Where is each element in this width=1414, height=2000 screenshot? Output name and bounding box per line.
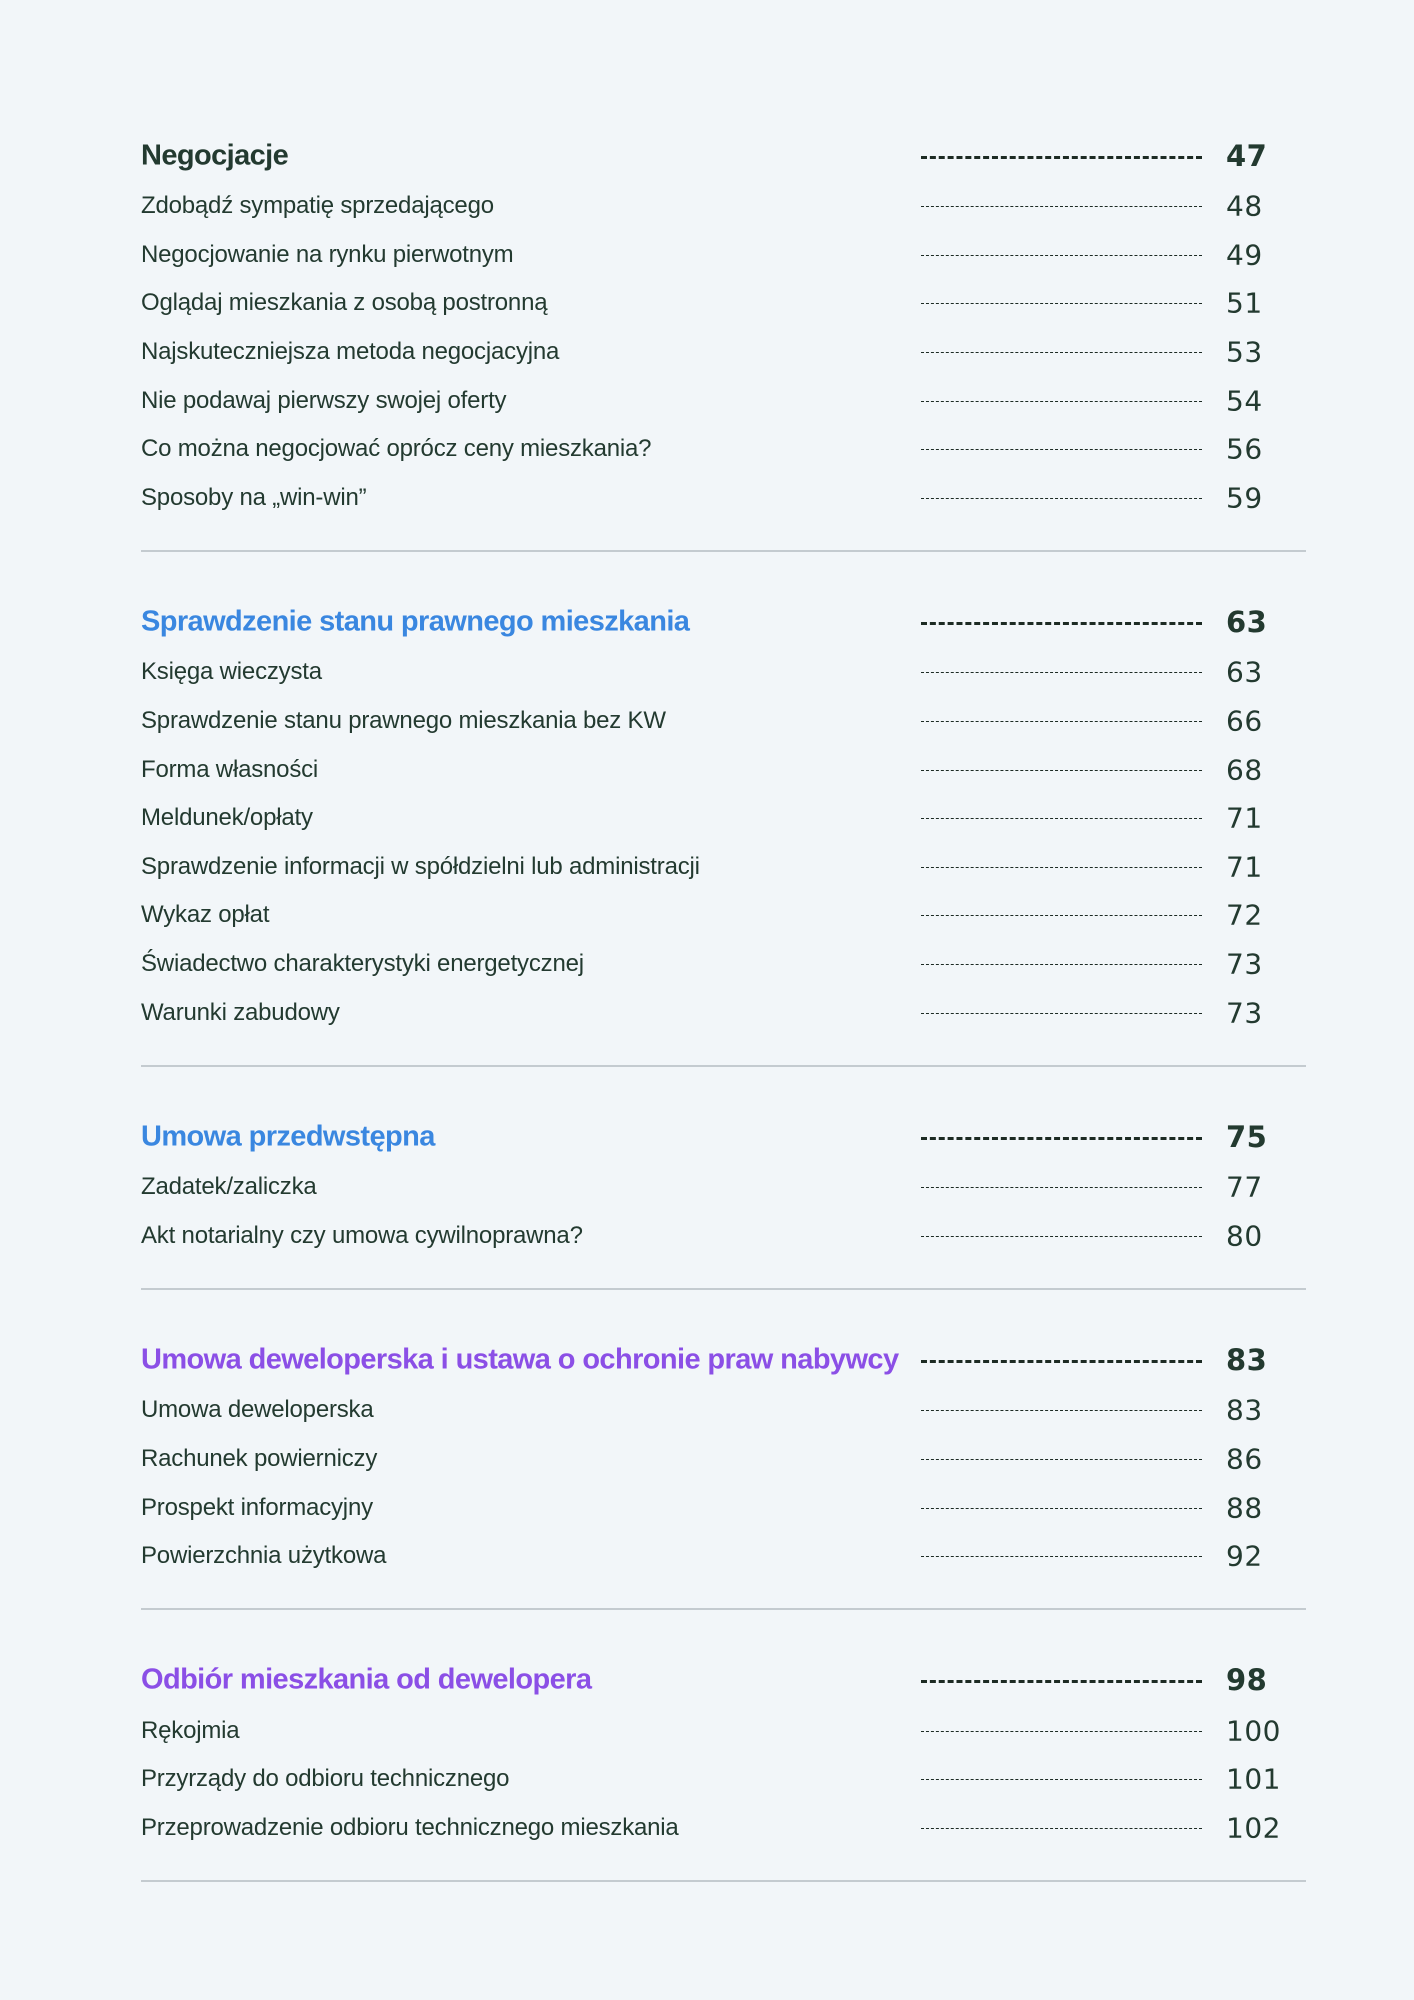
toc-entry[interactable] (141, 1804, 1306, 1853)
dot-leader (921, 1459, 1202, 1460)
entry-page-number: 77 (1226, 1170, 1263, 1204)
toc-entry[interactable] (141, 328, 1306, 377)
toc-entry[interactable] (141, 843, 1306, 892)
toc-entry[interactable] (141, 745, 1306, 794)
toc-entry[interactable] (141, 1163, 1306, 1212)
toc-entry[interactable] (141, 376, 1306, 425)
entry-title: Meldunek/opłaty (141, 804, 313, 832)
section-title: Odbiór mieszkania od dewelopera (141, 1663, 592, 1696)
section-heading-row[interactable] (141, 596, 1306, 648)
dot-leader (921, 1013, 1202, 1014)
toc-entry[interactable] (141, 182, 1306, 231)
dot-leader (921, 1187, 1202, 1188)
entry-title: Świadectwo charakterystyki energetycznej (141, 950, 584, 978)
dot-leader (921, 498, 1202, 499)
entry-title: Rękojmia (141, 1716, 240, 1744)
dot-leader (921, 1828, 1202, 1829)
toc-section (141, 1654, 1306, 1882)
toc-entry[interactable] (141, 940, 1306, 989)
dot-leader (921, 1779, 1202, 1780)
entry-page-number: 86 (1226, 1442, 1263, 1476)
entry-page-number: 63 (1226, 655, 1263, 689)
entry-page-number: 53 (1226, 335, 1263, 369)
entry-title: Przyrządy do odbioru technicznego (141, 1765, 510, 1793)
entry-title: Co można negocjować oprócz ceny mieszkania? (141, 435, 652, 463)
entry-page-number: 72 (1226, 898, 1263, 932)
toc-section (141, 1334, 1306, 1610)
section-page-number: 47 (1226, 139, 1268, 173)
dot-leader (921, 303, 1202, 304)
toc-entry[interactable] (141, 474, 1306, 523)
entry-title: Nie podawaj pierwszy swojej oferty (141, 386, 507, 414)
entry-title: Najskuteczniejsza metoda negocjacyjna (141, 338, 560, 366)
dot-leader (921, 818, 1202, 819)
section-heading-row[interactable] (141, 130, 1306, 182)
toc-section (141, 596, 1306, 1067)
dot-leader (921, 255, 1202, 256)
entry-title: Sposoby na „win-win” (141, 483, 367, 511)
entry-title: Zdobądź sympatię sprzedającego (141, 192, 494, 220)
dot-leader (921, 1360, 1202, 1363)
section-divider (141, 1608, 1306, 1610)
dot-leader (921, 401, 1202, 402)
section-divider (141, 1065, 1306, 1067)
dot-leader (921, 622, 1202, 625)
toc-entry[interactable] (141, 648, 1306, 697)
section-page-number: 83 (1226, 1343, 1268, 1378)
dot-leader (921, 1137, 1202, 1140)
section-title: Umowa przedwstępna (141, 1120, 435, 1153)
toc-entry[interactable] (141, 1386, 1306, 1435)
toc-entry[interactable] (141, 891, 1306, 940)
section-heading-row[interactable] (141, 1654, 1306, 1706)
section-heading-row[interactable] (141, 1111, 1306, 1163)
entry-page-number: 101 (1226, 1762, 1281, 1796)
dot-leader (921, 1556, 1202, 1557)
entry-page-number: 71 (1226, 801, 1263, 835)
entry-title: Prospekt informacyjny (141, 1493, 373, 1521)
entry-page-number: 83 (1226, 1393, 1263, 1427)
toc-entry[interactable] (141, 1212, 1306, 1261)
entry-title: Sprawdzenie stanu prawnego mieszkania bez KW (141, 707, 666, 735)
toc-entry[interactable] (141, 794, 1306, 843)
entry-page-number: 68 (1226, 753, 1263, 787)
toc-entry[interactable] (141, 1532, 1306, 1581)
dot-leader (921, 915, 1202, 916)
dot-leader (921, 721, 1202, 722)
toc-entry[interactable] (141, 425, 1306, 474)
section-title: Sprawdzenie stanu prawnego mieszkania (141, 605, 690, 638)
section-page-number: 75 (1226, 1119, 1268, 1154)
dot-leader (921, 964, 1202, 965)
toc-entry[interactable] (141, 1483, 1306, 1532)
entry-title: Oglądaj mieszkania z osobą postronną (141, 289, 548, 317)
toc-entry[interactable] (141, 697, 1306, 746)
toc-section (141, 130, 1306, 552)
entry-title: Księga wieczysta (141, 658, 322, 686)
section-divider (141, 1288, 1306, 1290)
entry-page-number: 73 (1226, 947, 1263, 981)
entry-page-number: 71 (1226, 850, 1263, 884)
dot-leader (921, 1410, 1202, 1411)
entry-title: Negocjowanie na rynku pierwotnym (141, 240, 514, 268)
dot-leader (921, 1680, 1202, 1683)
dot-leader (921, 1236, 1202, 1237)
dot-leader (921, 206, 1202, 207)
entry-title: Akt notarialny czy umowa cywilnoprawna? (141, 1221, 583, 1249)
entry-title: Wykaz opłat (141, 901, 270, 929)
entry-page-number: 56 (1226, 432, 1263, 466)
dot-leader (921, 156, 1202, 159)
entry-title: Forma własności (141, 755, 319, 783)
dot-leader (921, 770, 1202, 771)
section-page-number: 63 (1226, 605, 1268, 640)
entry-title: Powierzchnia użytkowa (141, 1542, 387, 1570)
dot-leader (921, 867, 1202, 868)
toc-entry[interactable] (141, 988, 1306, 1037)
entry-page-number: 73 (1226, 996, 1263, 1030)
toc-entry[interactable] (141, 1755, 1306, 1804)
toc-entry[interactable] (141, 1706, 1306, 1755)
dot-leader (921, 352, 1202, 353)
section-divider (141, 550, 1306, 552)
dot-leader (921, 672, 1202, 673)
section-divider (141, 1880, 1306, 1882)
dot-leader (921, 449, 1202, 450)
dot-leader (921, 1508, 1202, 1509)
entry-title: Warunki zabudowy (141, 998, 340, 1026)
section-title: Umowa deweloperska i ustawa o ochronie praw nabywcy (141, 1343, 899, 1376)
entry-page-number: 80 (1226, 1219, 1263, 1253)
entry-page-number: 59 (1226, 481, 1263, 515)
entry-page-number: 48 (1226, 189, 1263, 223)
entry-title: Zadatek/zaliczka (141, 1173, 317, 1201)
section-title: Negocjacje (141, 139, 289, 172)
entry-title: Rachunek powierniczy (141, 1444, 378, 1472)
entry-page-number: 102 (1226, 1811, 1281, 1845)
section-page-number: 98 (1226, 1663, 1268, 1698)
table-of-contents (141, 130, 1306, 1926)
section-heading-row[interactable] (141, 1334, 1306, 1386)
entry-page-number: 49 (1226, 238, 1263, 272)
entry-page-number: 88 (1226, 1491, 1263, 1525)
entry-title: Umowa deweloperska (141, 1396, 374, 1424)
toc-entry[interactable] (141, 279, 1306, 328)
entry-page-number: 51 (1226, 286, 1263, 320)
entry-page-number: 54 (1226, 384, 1263, 418)
dot-leader (921, 1731, 1202, 1732)
entry-page-number: 100 (1226, 1714, 1281, 1748)
toc-entry[interactable] (141, 1435, 1306, 1484)
entry-page-number: 92 (1226, 1539, 1263, 1573)
entry-page-number: 66 (1226, 704, 1263, 738)
entry-title: Sprawdzenie informacji w spółdzielni lub administracji (141, 852, 700, 880)
toc-entry[interactable] (141, 231, 1306, 280)
entry-title: Przeprowadzenie odbioru technicznego mieszkania (141, 1813, 679, 1841)
toc-section (141, 1111, 1306, 1290)
